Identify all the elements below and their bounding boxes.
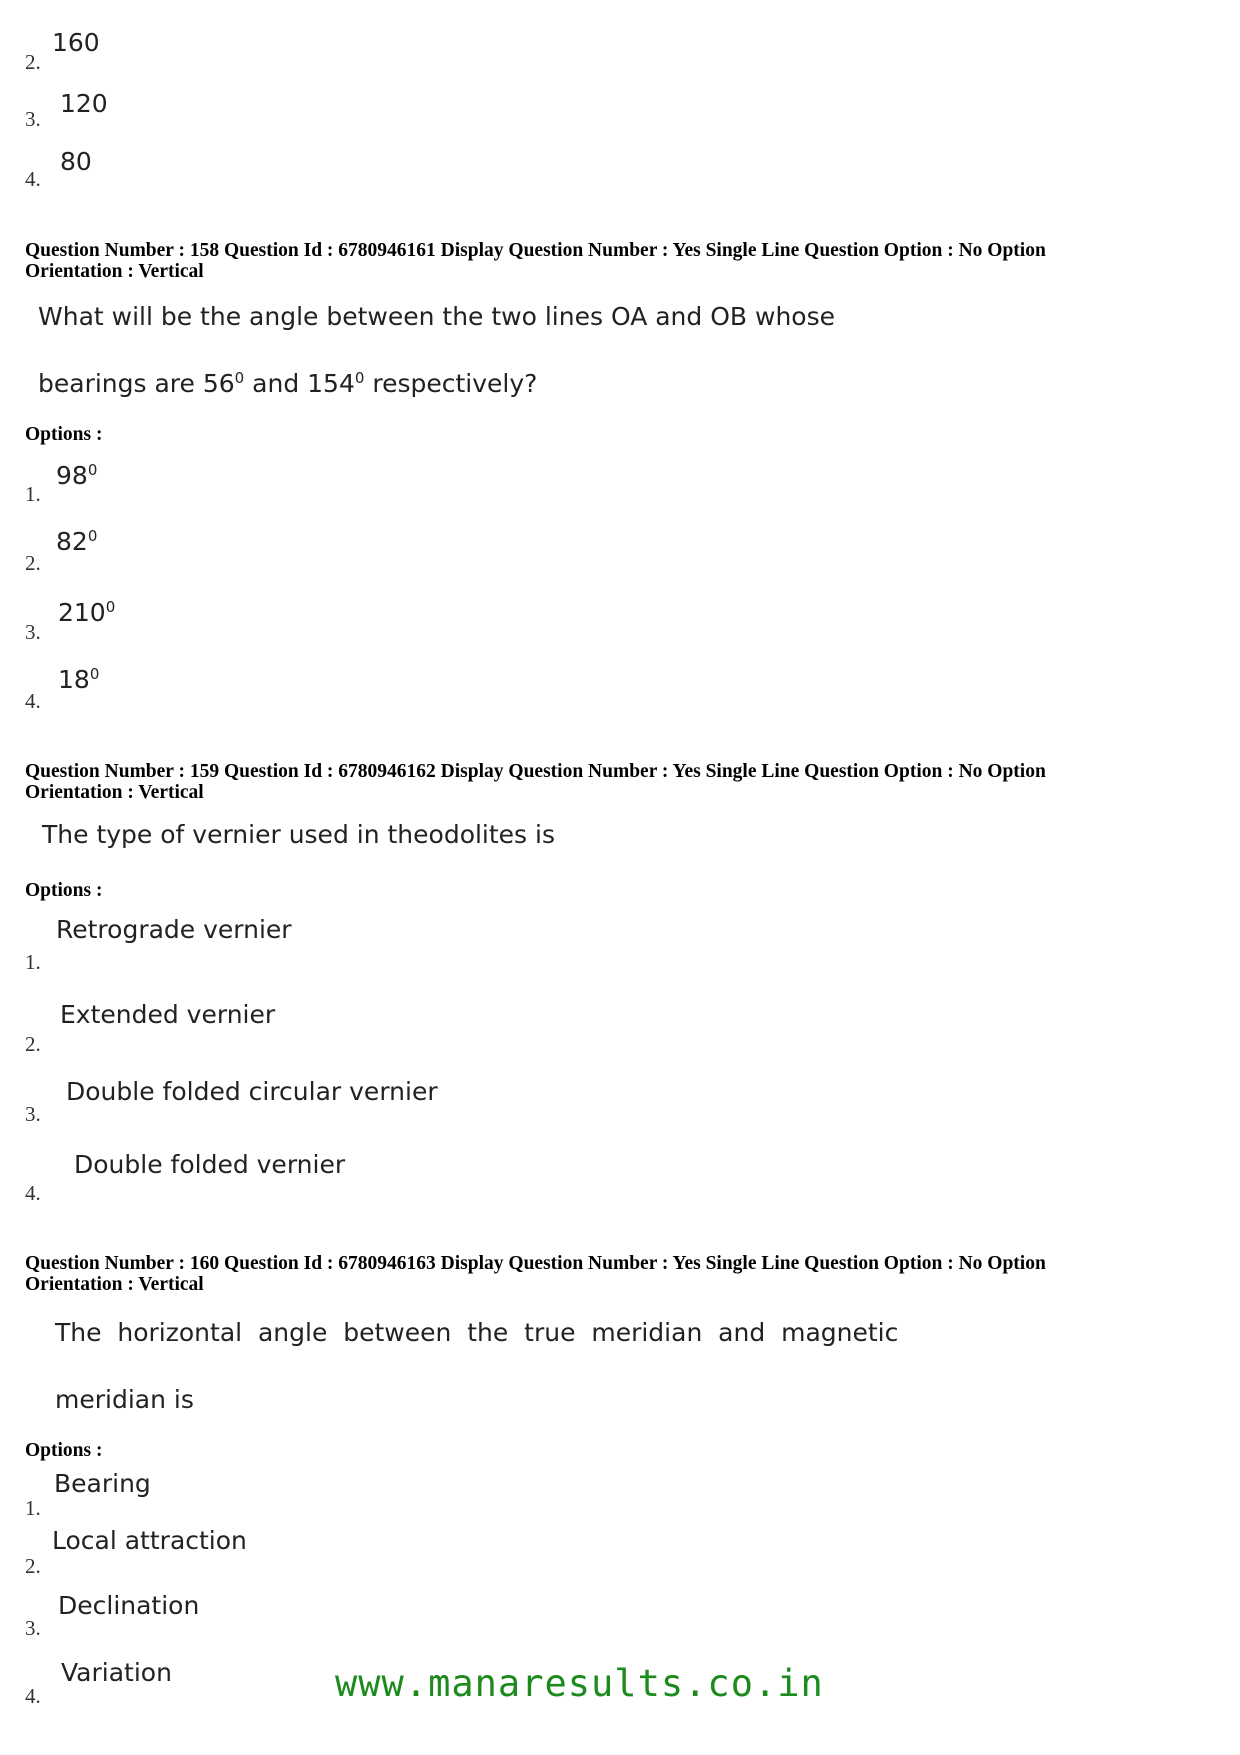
option-text: Local attraction	[52, 1526, 247, 1555]
question-meta	[25, 1253, 1215, 1295]
options-label: Options :	[25, 424, 103, 445]
option-text: Bearing	[54, 1469, 151, 1498]
option-number: 4.	[25, 1684, 41, 1708]
option-text: 120	[60, 89, 108, 118]
question-meta	[25, 240, 1215, 282]
option-text: $98^0$	[56, 461, 98, 490]
question-stem-line1: The horizontal angle between the true meridian and magnetic	[55, 1318, 899, 1347]
options-label: Options :	[25, 880, 103, 901]
option-number: 2.	[25, 50, 41, 74]
option-number: 2.	[25, 1032, 41, 1056]
degree-superscript: 0	[234, 369, 245, 387]
watermark-url: www.manaresults.co.in	[335, 1662, 824, 1705]
question-meta	[25, 761, 1215, 803]
stem-text: bearings are 56	[38, 369, 235, 398]
option-number: 3.	[25, 107, 41, 131]
option-text: Retrograde vernier	[56, 915, 292, 944]
option-number: 4.	[25, 689, 41, 713]
stem-text: and 154	[244, 369, 355, 398]
option-text: $210^0$	[58, 598, 116, 627]
question-meta-line2: Orientation : Vertical	[25, 261, 204, 282]
option-text: Extended vernier	[60, 1000, 276, 1029]
option-number: 2.	[25, 551, 41, 575]
option-text: Double folded circular vernier	[66, 1077, 438, 1106]
option-number: 1.	[25, 1496, 41, 1520]
question-stem-line2: meridian is	[55, 1385, 194, 1414]
option-text: Double folded vernier	[74, 1150, 346, 1179]
option-number: 3.	[25, 1102, 41, 1126]
question-stem-line1: What will be the angle between the two lines OA and OB whose	[38, 302, 835, 331]
option-number: 3.	[25, 620, 41, 644]
question-meta-line1: Question Number : 159 Question Id : 6780946162 Display Question Number : Yes Single Line Question Option : No Option	[25, 761, 1046, 782]
option-number: 3.	[25, 1616, 41, 1640]
option-number: 1.	[25, 950, 41, 974]
option-text: 160	[52, 28, 100, 57]
option-text: Variation	[61, 1658, 172, 1687]
question-meta-line1: Question Number : 160 Question Id : 6780946163 Display Question Number : Yes Single Line Question Option : No Option	[25, 1253, 1046, 1274]
question-stem-line1: The type of vernier used in theodolites is	[42, 820, 556, 849]
options-label: Options :	[25, 1440, 103, 1461]
question-meta-line2: Orientation : Vertical	[25, 782, 204, 803]
question-stem-line2	[38, 369, 537, 398]
option-number: 4.	[25, 1181, 41, 1205]
stem-text: respectively?	[364, 369, 538, 398]
degree-superscript: 0	[354, 369, 365, 387]
option-text: 80	[60, 147, 92, 176]
option-text: Declination	[58, 1591, 200, 1620]
option-number: 4.	[25, 167, 41, 191]
question-meta-line1: Question Number : 158 Question Id : 6780946161 Display Question Number : Yes Single Line Question Option : No Option	[25, 240, 1046, 261]
option-number: 2.	[25, 1554, 41, 1578]
option-number: 1.	[25, 482, 41, 506]
question-meta-line2: Orientation : Vertical	[25, 1274, 204, 1295]
option-text: $18^0$	[58, 665, 100, 694]
option-text: $82^0$	[56, 527, 98, 556]
